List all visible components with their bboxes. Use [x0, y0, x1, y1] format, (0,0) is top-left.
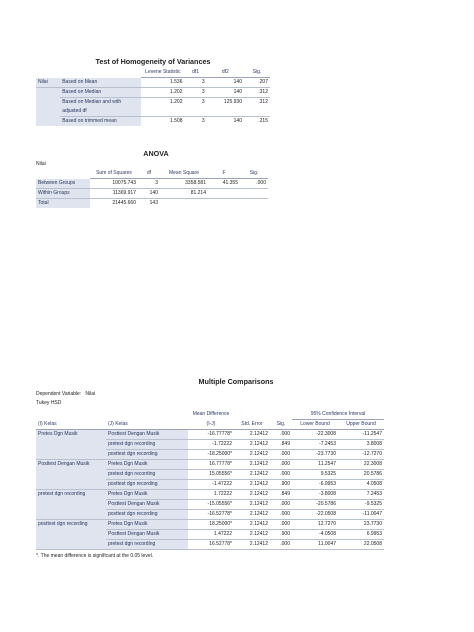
table-row [36, 88, 270, 98]
std-error-value: 2.12412 [234, 530, 270, 540]
std-error-value: 2.12412 [234, 480, 270, 490]
row-label: Based on Median [60, 88, 141, 98]
mean-difference-value: 15.05556* [188, 470, 234, 480]
df2-value: 140 [207, 78, 244, 88]
lower-bound-value: 9.5325 [292, 470, 338, 480]
i-kelas-cell: posttest dgn recording [36, 520, 106, 530]
ms-value [160, 199, 208, 209]
sig-value: .000 [270, 450, 292, 460]
row-label: Between Groups [36, 179, 90, 189]
table-row [36, 179, 268, 189]
levene-value: 1.202 [141, 88, 184, 98]
table-row [36, 440, 384, 450]
mean-difference-value: 1.47222 [188, 530, 234, 540]
ss-value: 21445.660 [112, 200, 136, 206]
anova-section [36, 149, 276, 208]
homogeneity-title: Test of Homogeneity of Variances [95, 57, 211, 66]
header-i-j: (I-J) [188, 420, 234, 430]
lower-bound-value: 12.7270 [292, 520, 338, 530]
header-i-kelas: (I) Kelas [36, 420, 106, 430]
ss-value: 11369.917 [90, 189, 138, 199]
i-kelas-cell [36, 540, 106, 550]
upper-bound-value: 3.8008 [338, 440, 384, 450]
row-group-label: Nilai [36, 78, 60, 88]
table-row [36, 480, 384, 490]
sig-value: .000 [270, 520, 292, 530]
header-df1: df1 [184, 68, 206, 78]
sig-value: .000 [240, 179, 268, 189]
table-row [36, 450, 384, 460]
table-row [36, 430, 384, 440]
j-kelas-cell: pretest dgn recording [106, 470, 188, 480]
mean-difference-value: -16.77778* [188, 430, 234, 440]
df2-value: 140 [233, 118, 242, 124]
lower-bound-value: 11.0047 [292, 540, 338, 550]
row-label: Based on Median and with [60, 98, 141, 108]
sig-value: .900 [270, 530, 292, 540]
table-row [36, 78, 270, 88]
header-mean-difference: Mean Difference [192, 411, 230, 418]
header-sig: Sig. [270, 420, 292, 430]
df1-value: 3 [201, 99, 205, 105]
multiple-comparisons-table [36, 410, 384, 550]
test-method: Tukey HSD [36, 400, 62, 406]
std-error-value: 2.12412 [234, 520, 270, 530]
sig-value: .312 [258, 99, 268, 105]
row-label: Based on trimmed mean [60, 117, 141, 127]
ms-value: 81.214 [160, 189, 208, 199]
row-label: Based on Mean [60, 78, 141, 88]
mean-difference-value: 18.25000* [188, 520, 234, 530]
table-row [36, 460, 384, 470]
sig-value: .215 [258, 118, 268, 124]
sig-value: .849 [270, 490, 292, 500]
row-label: Total [36, 199, 90, 209]
table-row [36, 470, 384, 480]
mean-difference-value: -15.05556* [188, 500, 234, 510]
levene-value: 1.536 [141, 78, 184, 88]
i-kelas-cell: Pretes Dgn Musik [36, 430, 106, 440]
anova-table [36, 169, 268, 208]
levene-value: 1.202 [169, 99, 183, 105]
df-value: 140 [138, 189, 160, 199]
upper-bound-value: -12.7270 [338, 450, 384, 460]
header-sig: Sig. [240, 169, 268, 179]
i-kelas-cell [36, 500, 106, 510]
upper-bound-value: 23.7730 [338, 520, 384, 530]
f-value: 41.355 [208, 179, 240, 189]
ms-value: 3358.581 [160, 179, 208, 189]
table-row [36, 199, 268, 209]
j-kelas-cell: Pretes Dgn Musik [106, 490, 188, 500]
homogeneity-section [36, 57, 270, 126]
header-confidence-interval: 95% Confidence Interval [292, 410, 384, 420]
header-upper-bound: Upper Bound [338, 420, 384, 430]
upper-bound-value: -11.2547 [338, 430, 384, 440]
i-kelas-cell: Posttest Dengan Musik [36, 460, 106, 470]
anova-title: ANOVA [143, 149, 169, 158]
upper-bound-value: 7.2453 [338, 490, 384, 500]
j-kelas-cell: posttest dgn recording [106, 450, 188, 460]
lower-bound-value: -22.3008 [292, 430, 338, 440]
table-row [36, 117, 270, 127]
mean-difference-value: 1.72222 [188, 490, 234, 500]
std-error-value: 2.12412 [234, 500, 270, 510]
mean-difference-value: 16.52778* [188, 540, 234, 550]
table-row [36, 500, 384, 510]
header-f: F [208, 169, 240, 179]
std-error-value: 2.12412 [234, 460, 270, 470]
j-kelas-cell: posttest dgn recording [106, 510, 188, 520]
multiple-header-row-2 [36, 420, 384, 430]
std-error-value: 2.12412 [234, 540, 270, 550]
anova-subtitle: Nilai [36, 161, 46, 167]
j-kelas-cell: posttest dgn recording [106, 480, 188, 490]
sig-value [240, 189, 268, 199]
sig-value: .000 [270, 500, 292, 510]
df1-value: 3 [184, 78, 206, 88]
multiple-title: Multiple Comparisons [198, 377, 274, 386]
sig-value: .000 [270, 430, 292, 440]
dependent-variable: Dependent Variable: Nilai [36, 391, 96, 397]
sig-value: .312 [244, 88, 270, 98]
j-kelas-cell: pretest dgn recording [106, 540, 188, 550]
header-levene: Levene Statistic [141, 68, 184, 78]
lower-bound-value: -20.5786 [292, 500, 338, 510]
std-error-value: 2.12412 [234, 490, 270, 500]
df1-value: 3 [184, 88, 206, 98]
row-label-continued: adjusted df [60, 107, 141, 117]
sig-value: .849 [270, 440, 292, 450]
mean-difference-value: -1.72222 [188, 440, 234, 450]
i-kelas-cell [36, 470, 106, 480]
f-value [208, 189, 240, 199]
df-value: 3 [138, 179, 160, 189]
ss-value: 10075.743 [90, 179, 138, 189]
upper-bound-value: 22.0508 [338, 540, 384, 550]
levene-value: 1.508 [169, 118, 183, 124]
multiple-comparisons-section [36, 377, 436, 559]
homogeneity-header-row [36, 68, 270, 78]
lower-bound-value: -4.0508 [292, 530, 338, 540]
table-row [36, 189, 268, 199]
upper-bound-value: 4.0508 [338, 480, 384, 490]
lower-bound-value: -22.0508 [292, 510, 338, 520]
sig-value [240, 199, 268, 209]
row-label: Within Groups [36, 189, 90, 199]
i-kelas-cell [36, 480, 106, 490]
upper-bound-value: -11.0047 [338, 510, 384, 520]
mean-difference-value: 16.77778* [188, 460, 234, 470]
sig-value: .000 [270, 460, 292, 470]
lower-bound-value: -23.7730 [292, 450, 338, 460]
table-row [36, 98, 270, 108]
table-row [36, 490, 384, 500]
i-kelas-cell [36, 510, 106, 520]
sig-value: .900 [270, 480, 292, 490]
sig-value: .000 [270, 540, 292, 550]
df-value: 143 [149, 200, 158, 206]
f-value [208, 199, 240, 209]
df1-value: 3 [201, 118, 205, 124]
j-kelas-cell: pretest dgn recording [106, 440, 188, 450]
table-row-continued [36, 107, 270, 117]
mean-difference-value: -16.52778* [188, 510, 234, 520]
mean-difference-value: -18.25000* [188, 450, 234, 460]
table-row [36, 520, 384, 530]
homogeneity-table [36, 68, 270, 126]
j-kelas-cell: Pretes Dgn Musik [106, 520, 188, 530]
i-kelas-cell: pretest dgn recording [36, 490, 106, 500]
table-row [36, 530, 384, 540]
multiple-header-row-1 [36, 410, 384, 420]
mean-difference-value: -1.47222 [188, 480, 234, 490]
table-row [36, 510, 384, 520]
header-mean-square: Mean Square [160, 169, 208, 179]
std-error-value: 2.12412 [234, 510, 270, 520]
std-error-value: 2.12412 [234, 470, 270, 480]
df2-value: 140 [207, 88, 244, 98]
i-kelas-cell [36, 440, 106, 450]
header-sum-squares: Sum of Squares [90, 169, 138, 179]
table-row [36, 540, 384, 550]
upper-bound-value: 22.3008 [338, 460, 384, 470]
header-lower-bound: Lower Bound [292, 420, 338, 430]
sig-value: .000 [270, 510, 292, 520]
j-kelas-cell: Posttest Dengan Musik [106, 530, 188, 540]
j-kelas-cell: Posttest Dengan Musik [106, 500, 188, 510]
lower-bound-value: -3.8008 [292, 490, 338, 500]
i-kelas-cell [36, 530, 106, 540]
std-error-value: 2.12412 [234, 450, 270, 460]
sig-value: .207 [244, 78, 270, 88]
lower-bound-value: -6.9953 [292, 480, 338, 490]
lower-bound-value: -7.2453 [292, 440, 338, 450]
multiple-comparisons-body [36, 430, 384, 550]
std-error-value: 2.12412 [234, 440, 270, 450]
i-kelas-cell [36, 450, 106, 460]
df2-value: 125.930 [223, 99, 242, 105]
sig-value: .000 [270, 470, 292, 480]
header-df: df [138, 169, 160, 179]
j-kelas-cell: Posttest Dengan Musik [106, 430, 188, 440]
lower-bound-value: 11.2547 [292, 460, 338, 470]
footnote: *. The mean difference is significant at the 0.05 level. [36, 553, 154, 559]
std-error-value: 2.12412 [234, 430, 270, 440]
anova-header-row [36, 169, 268, 179]
header-std-error: Std. Error [234, 420, 270, 430]
j-kelas-cell: Pretes Dgn Musik [106, 460, 188, 470]
upper-bound-value: -9.5325 [338, 500, 384, 510]
header-sig: Sig. [244, 68, 270, 78]
upper-bound-value: 20.5786 [338, 470, 384, 480]
header-df2: df2 [207, 68, 244, 78]
header-j-kelas: (J) Kelas [106, 420, 188, 430]
upper-bound-value: 6.9953 [338, 530, 384, 540]
